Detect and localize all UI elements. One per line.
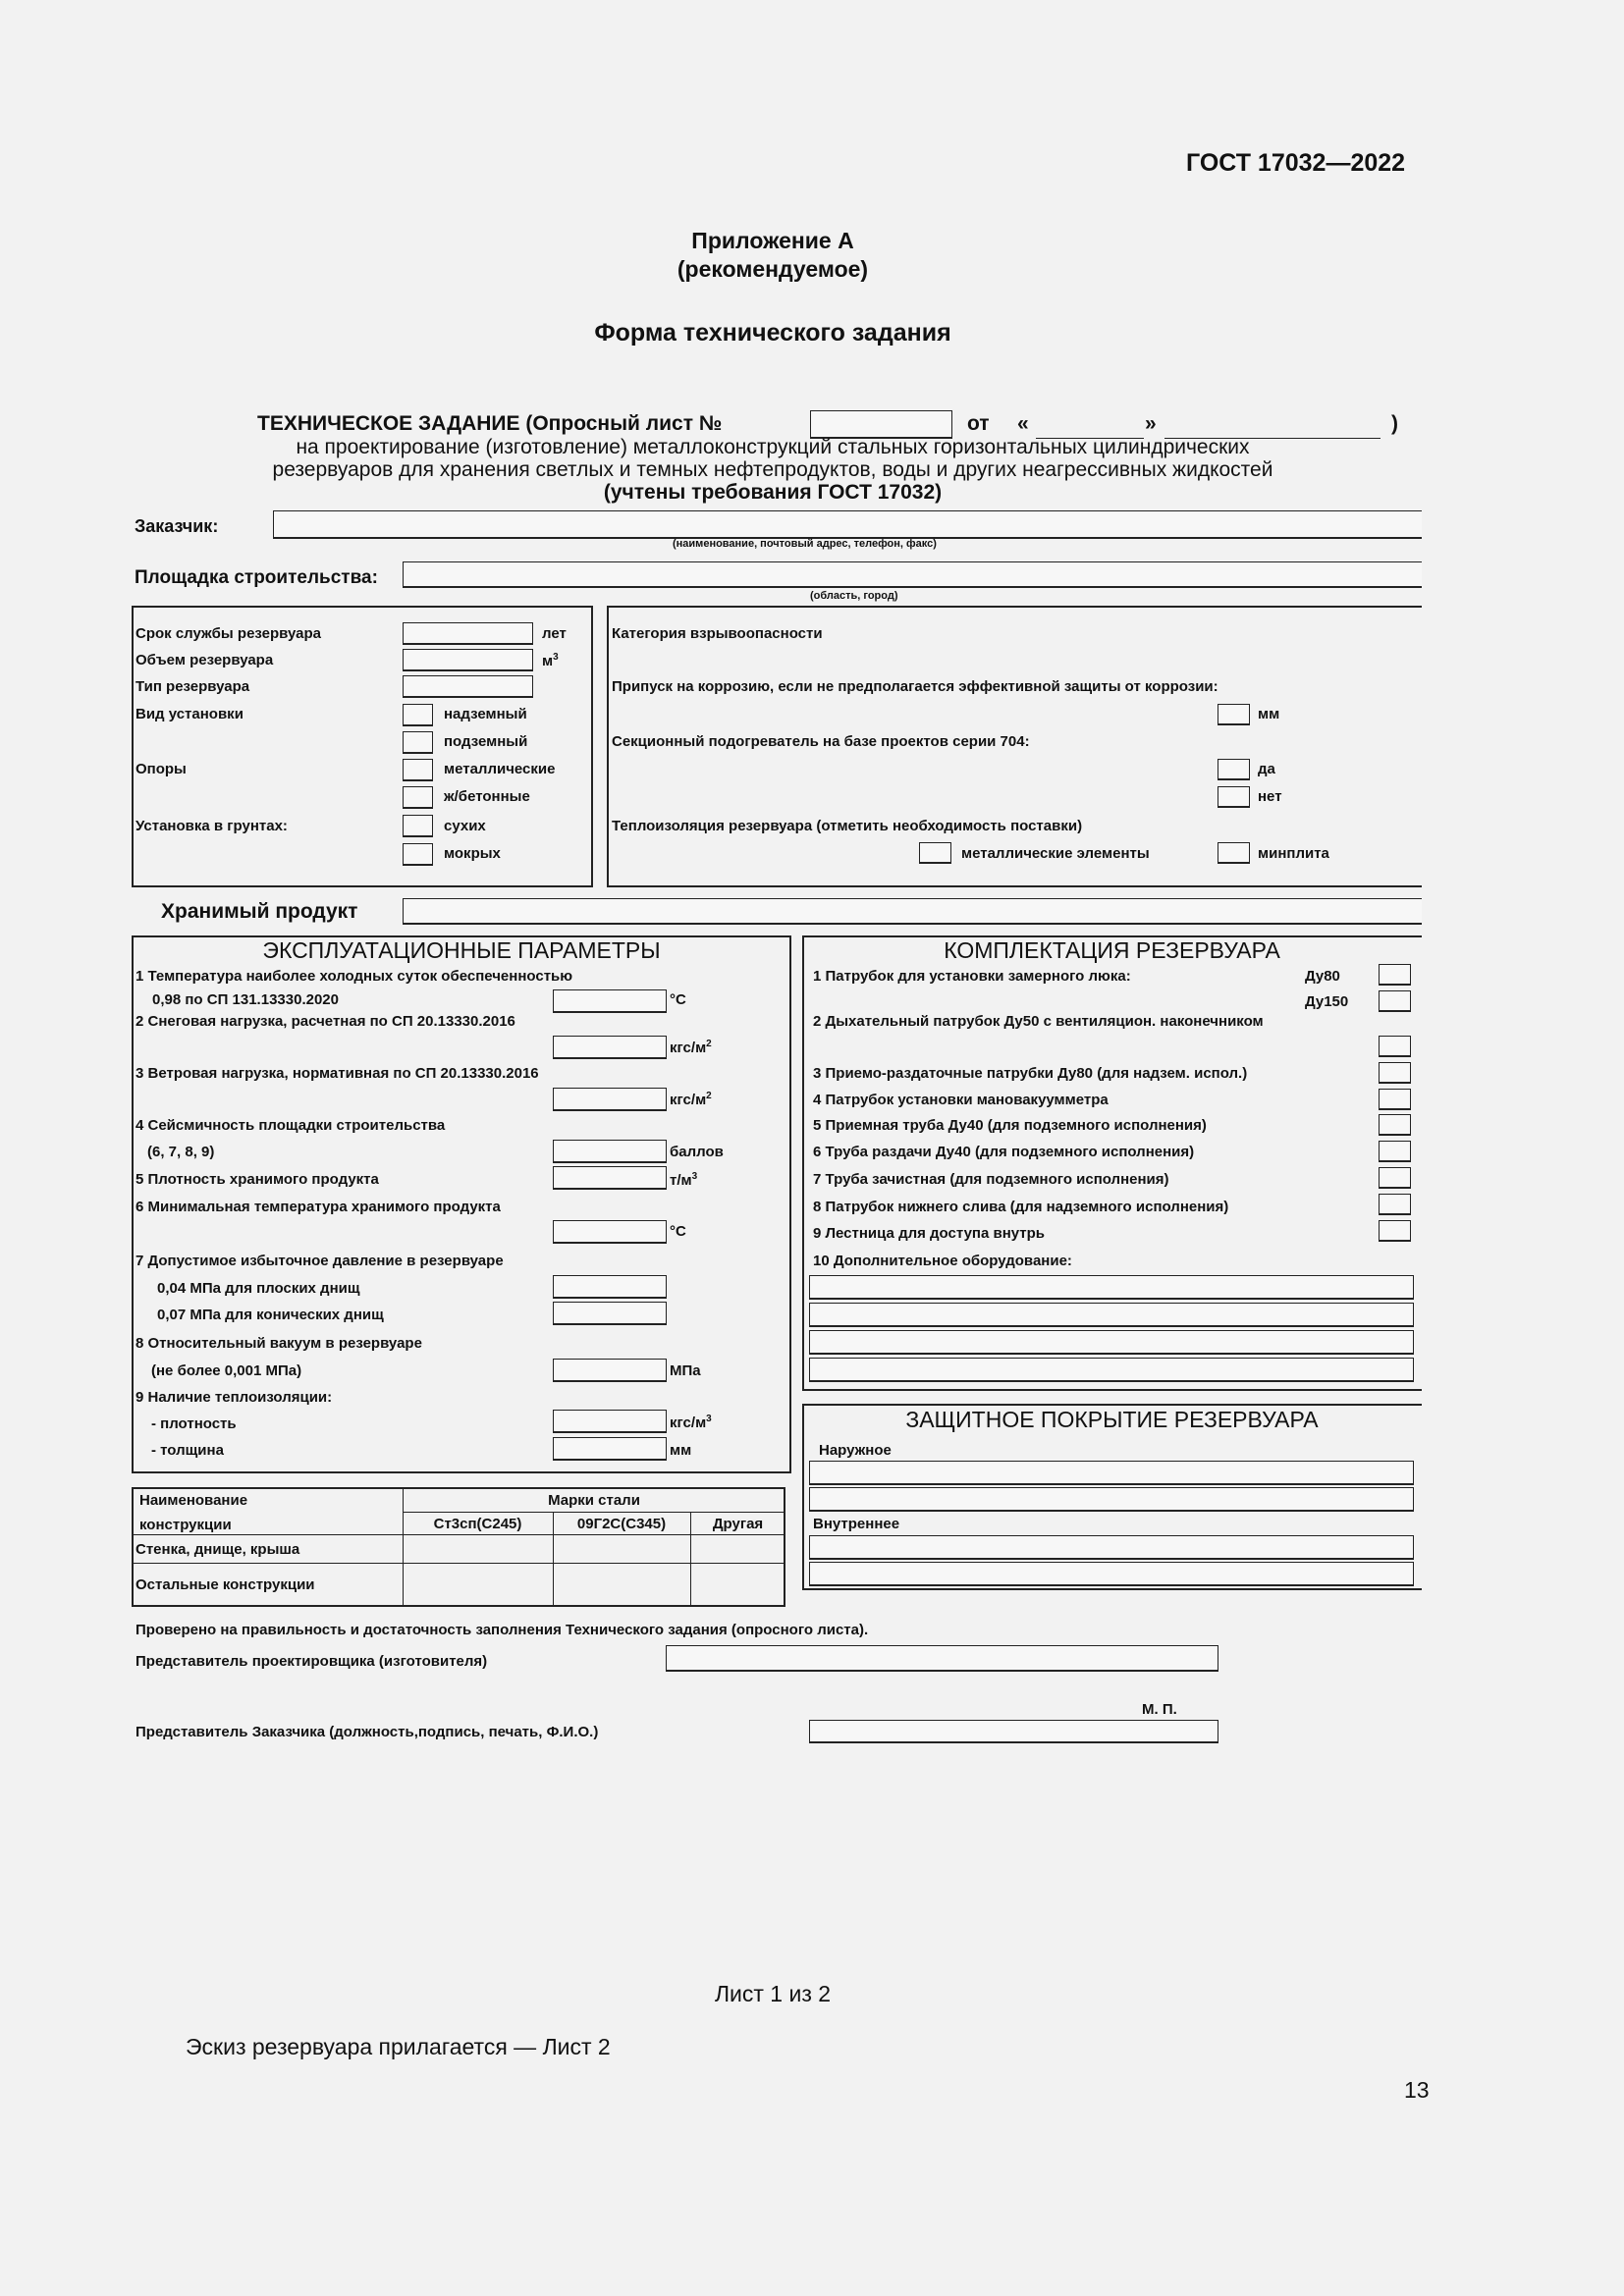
kit-k2: 2 Дыхательный патрубок Ду50 с вентиляцион. наконечником	[813, 1013, 1264, 1030]
ops-p9: 9 Наличие теплоизоляции:	[135, 1389, 333, 1406]
product-field[interactable]	[403, 898, 1422, 925]
corrosion-label: Припуск на коррозию, если не предполагается эффективной защиты от коррозии:	[612, 678, 1218, 695]
corrosion-mm-field[interactable]	[1218, 704, 1250, 725]
ops-p1a: 1 Температура наиболее холодных суток обеспеченностью	[135, 968, 573, 985]
inner-coating-label: Внутреннее	[813, 1516, 900, 1532]
ops-p1b: 0,98 по СП 131.13330.2020	[152, 991, 339, 1008]
seismic-unit: баллов	[670, 1144, 724, 1160]
steel-grades-header: Марки стали	[548, 1492, 640, 1509]
cold-temp-field[interactable]	[553, 989, 667, 1013]
kit-k8: 8 Патрубок нижнего слива (для надземного исполнения)	[813, 1199, 1229, 1215]
site-label: Площадка строительства:	[135, 567, 378, 588]
kit2-checkbox[interactable]	[1379, 1036, 1411, 1057]
quote-close: »	[1145, 412, 1157, 435]
steel-row-1: Стенка, днище, крыша	[135, 1541, 300, 1558]
steel-grade-1: Ст3сп(С245)	[433, 1516, 522, 1532]
kit7-checkbox[interactable]	[1379, 1167, 1411, 1189]
concrete-supports-label: ж/бетонные	[444, 788, 530, 805]
vacuum-field[interactable]	[553, 1359, 667, 1382]
kit6-checkbox[interactable]	[1379, 1141, 1411, 1162]
kit-k6: 6 Труба раздачи Ду40 (для подземного исполнения)	[813, 1144, 1195, 1160]
steel-table-subheader-line	[403, 1512, 785, 1513]
metal-supports-checkbox[interactable]	[403, 759, 433, 781]
product-label: Хранимый продукт	[161, 900, 358, 923]
kit9-checkbox[interactable]	[1379, 1220, 1411, 1242]
customer-hint: (наименование, почтовый адрес, телефон, факс)	[673, 538, 937, 550]
steel-grade-2: 09Г2С(С345)	[576, 1516, 667, 1532]
ops-p5: 5 Плотность хранимого продукта	[135, 1171, 379, 1188]
insulation-label: Теплоизоляция резервуара (отметить необходимость поставки)	[612, 818, 1083, 834]
kit-k10: 10 Дополнительное оборудование:	[813, 1253, 1072, 1269]
kit-k4: 4 Патрубок установки мановакуумметра	[813, 1092, 1109, 1108]
designer-rep-field[interactable]	[666, 1645, 1218, 1672]
sketch-note: Эскиз резервуара прилагается — Лист 2	[186, 2034, 611, 2059]
heater-yes-label: да	[1258, 761, 1275, 777]
du80-checkbox[interactable]	[1379, 964, 1411, 986]
steel-table-header-line	[132, 1534, 785, 1535]
above-ground-checkbox[interactable]	[403, 704, 433, 726]
client-rep-label: Представитель Заказчика (должность,подпись, печать, Ф.И.О.)	[135, 1724, 599, 1740]
standard-number: ГОСТ 17032—2022	[1186, 149, 1406, 177]
extra-equipment-line-1[interactable]	[809, 1275, 1414, 1300]
insul-density-field[interactable]	[553, 1410, 667, 1433]
du150-checkbox[interactable]	[1379, 990, 1411, 1012]
steel-table-row-line	[132, 1563, 785, 1564]
min-temp-field[interactable]	[553, 1220, 667, 1244]
insul-density-unit: кгс/$м^3$	[670, 1414, 712, 1431]
minplita-checkbox[interactable]	[1218, 842, 1250, 864]
service-life-label: Срок службы резервуара	[135, 625, 322, 642]
ops-p9a: - плотность	[151, 1415, 237, 1432]
metal-elements-label: металлические элементы	[961, 845, 1150, 862]
corrosion-mm-unit: мм	[1258, 706, 1280, 722]
tank-type-label: Тип резервуара	[135, 678, 250, 695]
metal-elements-checkbox[interactable]	[919, 842, 951, 864]
kit-k7: 7 Труба зачистная (для подземного исполнения)	[813, 1171, 1169, 1188]
steel-h2: конструкции	[139, 1517, 232, 1533]
service-life-field[interactable]	[403, 622, 533, 645]
coating-title: ЗАЩИТНОЕ ПОКРЫТИЕ РЕЗЕРВУАРА	[905, 1407, 1319, 1432]
ops-p8a: 8 Относительный вакуум в резервуаре	[135, 1335, 422, 1352]
kit3-checkbox[interactable]	[1379, 1062, 1411, 1084]
outer-coating-line-2[interactable]	[809, 1487, 1414, 1512]
above-ground-label: надземный	[444, 706, 527, 722]
underground-checkbox[interactable]	[403, 731, 433, 754]
kit-k5: 5 Приемная труба Ду40 (для подземного исполнения)	[813, 1117, 1207, 1134]
conic-pressure-field[interactable]	[553, 1302, 667, 1325]
ops-title: ЭКСПЛУАТАЦИОННЫЕ ПАРАМЕТРЫ	[262, 937, 661, 963]
ts-line-3: (учтены требования ГОСТ 17032)	[603, 481, 943, 504]
kit-title: КОМПЛЕКТАЦИЯ РЕЗЕРВУАРА	[944, 937, 1280, 963]
supports-label: Опоры	[135, 761, 187, 777]
concrete-supports-checkbox[interactable]	[403, 786, 433, 809]
service-life-unit: лет	[542, 625, 567, 642]
ops-p7a: 0,04 МПа для плоских днищ	[157, 1280, 360, 1297]
steel-h1: Наименование	[139, 1492, 248, 1509]
extra-equipment-line-2[interactable]	[809, 1303, 1414, 1327]
dry-soil-label: сухих	[444, 818, 486, 834]
wind-load-unit: кгс/$м^2$	[670, 1091, 712, 1108]
date-from-label: от	[967, 412, 990, 435]
sheet-counter: Лист 1 из 2	[714, 1981, 832, 2006]
sheet-number-field[interactable]	[810, 410, 952, 439]
wet-soil-label: мокрых	[444, 845, 501, 862]
density-unit: $т/м^3$	[670, 1171, 698, 1189]
heater-no-checkbox[interactable]	[1218, 786, 1250, 808]
wind-load-field[interactable]	[553, 1088, 667, 1111]
outer-coating-label: Наружное	[819, 1442, 892, 1459]
volume-unit: $м^3$	[542, 652, 559, 669]
dry-soil-checkbox[interactable]	[403, 815, 433, 837]
density-field[interactable]	[553, 1166, 667, 1190]
cold-temp-unit: °С	[670, 991, 686, 1008]
explosion-label: Категория взрывоопасности	[612, 625, 823, 642]
designer-rep-label: Представитель проектировщика (изготовителя)	[135, 1653, 488, 1670]
customer-field[interactable]	[273, 510, 1422, 539]
steel-grade-3: Другая	[712, 1516, 764, 1532]
kit-k9: 9 Лестница для доступа внутрь	[813, 1225, 1046, 1242]
kit5-checkbox[interactable]	[1379, 1114, 1411, 1136]
extra-equipment-line-3[interactable]	[809, 1330, 1414, 1355]
volume-label: Объем резервуара	[135, 652, 274, 668]
flat-pressure-field[interactable]	[553, 1275, 667, 1299]
insul-thickness-field[interactable]	[553, 1437, 667, 1461]
snow-load-unit: кгс/$м^2$	[670, 1039, 712, 1056]
heater-yes-checkbox[interactable]	[1218, 759, 1250, 780]
site-hint: (область, город)	[810, 590, 898, 602]
ground-label: Установка в грунтах:	[135, 818, 288, 834]
appendix-note: (рекомендуемое)	[677, 256, 869, 282]
ops-p7b: 0,07 МПа для конических днищ	[157, 1307, 384, 1323]
ts-line-2: резервуаров для хранения светлых и темных нефтепродуктов, воды и других неагрессивных жидкостей	[272, 458, 1273, 481]
inner-coating-line-2[interactable]	[809, 1562, 1414, 1586]
checked-note: Проверено на правильность и достаточность заполнения Технического задания (опросного листа).	[135, 1622, 869, 1638]
ops-p6: 6 Минимальная температура хранимого продукта	[135, 1199, 501, 1215]
page-number: 13	[1404, 2077, 1430, 2103]
ops-p8b: (не более 0,001 МПа)	[151, 1362, 302, 1379]
site-field[interactable]	[403, 561, 1422, 588]
client-rep-field[interactable]	[809, 1720, 1218, 1743]
tank-type-field[interactable]	[403, 675, 533, 698]
form-title: Форма технического задания	[594, 319, 951, 347]
metal-supports-label: металлические	[444, 761, 556, 777]
insul-thickness-unit: мм	[670, 1442, 692, 1459]
ts-line-1: на проектирование (изготовление) металлоконструкций стальных горизонтальных цилиндрических	[296, 436, 1250, 458]
steel-row-2: Остальные конструкции	[135, 1576, 315, 1593]
paren-close: )	[1391, 412, 1398, 435]
inner-coating-line-1[interactable]	[809, 1535, 1414, 1560]
vacuum-unit: МПа	[670, 1362, 701, 1379]
extra-equipment-line-4[interactable]	[809, 1358, 1414, 1382]
kit8-checkbox[interactable]	[1379, 1194, 1411, 1215]
ops-p4b: (6, 7, 8, 9)	[147, 1144, 215, 1160]
underground-label: подземный	[444, 733, 528, 750]
ops-p3: 3 Ветровая нагрузка, нормативная по СП 20.13330.2016	[135, 1065, 539, 1082]
kit-k1: 1 Патрубок для установки замерного люка:	[813, 968, 1131, 985]
ops-p9b: - толщина	[151, 1442, 224, 1459]
outer-coating-line-1[interactable]	[809, 1461, 1414, 1485]
kit-k3: 3 Приемо-раздаточные патрубки Ду80 (для надзем. испол.)	[813, 1065, 1248, 1082]
heater-label: Секционный подогреватель на базе проектов серии 704:	[612, 733, 1030, 750]
kit-du150: Ду150	[1305, 993, 1349, 1010]
wet-soil-checkbox[interactable]	[403, 843, 433, 866]
seismic-field[interactable]	[553, 1140, 667, 1163]
seal-label: М. П.	[1142, 1701, 1177, 1718]
install-label: Вид установки	[135, 706, 244, 722]
kit-du80: Ду80	[1305, 968, 1340, 985]
volume-field[interactable]	[403, 649, 533, 671]
customer-label: Заказчик:	[135, 516, 219, 536]
appendix-title: Приложение А	[691, 228, 854, 253]
min-temp-unit: °С	[670, 1223, 686, 1240]
ops-p7: 7 Допустимое избыточное давление в резервуаре	[135, 1253, 504, 1269]
heater-no-label: нет	[1258, 788, 1282, 805]
minplita-label: минплита	[1258, 845, 1329, 862]
ops-p4a: 4 Сейсмичность площадки строительства	[135, 1117, 446, 1134]
ts-title: ТЕХНИЧЕСКОЕ ЗАДАНИЕ (Опросный лист №	[257, 412, 723, 435]
ops-p2: 2 Снеговая нагрузка, расчетная по СП 20.13330.2016	[135, 1013, 515, 1030]
quote-open: «	[1017, 412, 1029, 435]
snow-load-field[interactable]	[553, 1036, 667, 1059]
kit4-checkbox[interactable]	[1379, 1089, 1411, 1110]
